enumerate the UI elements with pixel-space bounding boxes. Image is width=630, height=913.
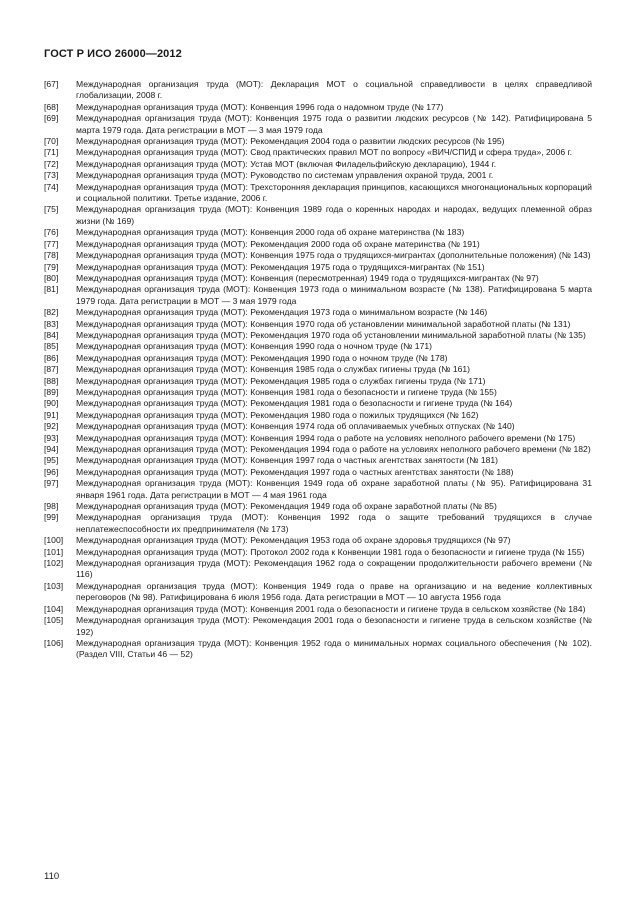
reference-number: [67] (44, 79, 59, 89)
reference-text: Международная организация труда (МОТ): Рекомендация 1970 года об установлении минимальной заработной платы (№ 135) (76, 329, 586, 340)
reference-number: [83] (44, 318, 59, 329)
reference-text: Международная организация труда (МОТ): Рекомендация 1953 года об охране здоровья трудящихся (№ 97) (76, 535, 511, 546)
reference-item (44, 307, 592, 318)
reference-number: [91] (44, 409, 59, 420)
reference-text: Международная организация труда (МОТ): Устав МОТ (включая Филадельфийскую декларацию), 1944 г. (76, 158, 497, 169)
reference-item (44, 341, 592, 352)
reference-item (44, 433, 592, 444)
reference-text: Международная организация труда (МОТ): Рекомендация 1949 года об охране заработной платы (№ 85) (76, 501, 497, 512)
reference-item (44, 638, 592, 661)
reference-number: [97] (44, 478, 59, 489)
reference-number: [90] (44, 398, 59, 409)
reference-text: Международная организация труда (МОТ): Конвенция 1952 года о минимальных нормах социального обеспечения (№ 102). (Раздел VIII, Статьи 46 — 52) (76, 637, 592, 660)
reference-text: Международная организация труда (МОТ): Рекомендация 1985 года о службах гигиены труда (№ 171) (76, 375, 486, 386)
reference-text: Международная организация труда (МОТ): Рекомендация 1980 года о пожилых трудящихся (№ 162) (76, 409, 479, 420)
reference-text: Международная организация труда (МОТ): Рекомендация 1997 года о частных агентствах занятости (№ 188) (76, 466, 514, 477)
page-header-title: ГОСТ Р ИСО 26000—2012 (44, 48, 182, 60)
reference-number: [88] (44, 375, 59, 386)
reference-number: [77] (44, 238, 59, 249)
reference-number: [96] (44, 466, 59, 477)
reference-item (44, 581, 592, 604)
reference-item (44, 512, 592, 535)
reference-text: Международная организация труда (МОТ): Рекомендация 1994 года о работе на условиях неполного рабочего времени (№ 182) (76, 444, 591, 454)
reference-number: [86] (44, 352, 59, 363)
reference-text: Международная организация труда (МОТ): Свод практических правил МОТ по вопросу «ВИЧ/СПИД и сфера труда», 2006 г. (76, 147, 572, 158)
reference-text: Международная организация труда (МОТ): Конвенция 1990 года о ночном труде (№ 171) (76, 341, 432, 352)
reference-number: [68] (44, 101, 59, 112)
reference-number: [92] (44, 421, 59, 432)
reference-text: Международная организация труда (МОТ): Конвенция 1981 года о безопасности и гигиене труда (№ 155) (76, 386, 497, 397)
reference-item (44, 547, 592, 558)
reference-item (44, 387, 592, 398)
reference-list (44, 79, 592, 661)
reference-item (44, 444, 592, 455)
reference-item (44, 159, 592, 170)
reference-item (44, 410, 592, 421)
reference-text: Международная организация труда (МОТ): Рекомендация 1975 года о трудящихся-мигрантах (№ 151) (76, 261, 485, 272)
reference-number: [69] (44, 113, 59, 124)
reference-text: Международная организация труда (МОТ): Декларация МОТ о социальной справедливости в целях справедливой глобализации, 2008 г. (76, 79, 592, 101)
reference-text: Международная организация труда (МОТ): Руководство по системам управления охраной труда, 2001 г. (76, 170, 494, 181)
reference-text: Международная организация труда (МОТ): Конвенция 1975 года о развитии людских ресурсов (№ 142). Ратифицирована 5 марта 1979 года. Дата регистрации в МОТ — 3 мая 1979 года (76, 113, 592, 135)
reference-number: [102] (44, 558, 64, 569)
reference-number: [99] (44, 512, 59, 523)
reference-item (44, 182, 592, 205)
reference-item (44, 136, 592, 147)
reference-text: Международная организация труда (МОТ): Рекомендация 2000 года об охране материнства (№ 191) (76, 238, 480, 249)
reference-number: [100] (44, 535, 64, 546)
reference-text: Международная организация труда (МОТ): Конвенция 1949 года об охране заработной платы (№ 95). Ратифицирована 31 января 1961 года. Дата регистрации в МОТ — 4 мая 1961 года (76, 478, 592, 500)
reference-item (44, 170, 592, 181)
reference-item (44, 478, 592, 501)
reference-item (44, 102, 592, 113)
reference-text: Международная организация труда (МОТ): Конвенция 1996 года о надомном труде (№ 177) (76, 101, 444, 112)
reference-number: [89] (44, 386, 59, 397)
reference-item (44, 284, 592, 307)
reference-item (44, 330, 592, 341)
reference-item (44, 501, 592, 512)
reference-text: Международная организация труда (МОТ): Конвенция 1974 года об оплачиваемых учебных отпусках (№ 140) (76, 421, 515, 432)
reference-text: Международная организация труда (МОТ): Рекомендация 2001 года о безопасности и гигиене труда в сельском хозяйстве (№ 192) (76, 615, 592, 637)
reference-item (44, 319, 592, 330)
reference-text: Международная организация труда (МОТ): Конвенция 1997 года о частных агентствах занятости (№ 181) (76, 455, 499, 466)
reference-item (44, 239, 592, 250)
reference-text: Международная организация труда (МОТ): Рекомендация 1962 года о сокращении продолжительности рабочего времени (№ 116) (76, 558, 592, 580)
reference-number: [75] (44, 204, 59, 215)
reference-number: [85] (44, 341, 59, 352)
reference-number: [94] (44, 444, 59, 454)
reference-text: Международная организация труда (МОТ): Конвенция 1975 года о трудящихся-мигрантах (дополнительные положения) (№ 143) (76, 250, 591, 261)
reference-text: Международная организация труда (МОТ): Протокол 2002 года к Конвенции 1981 года о безопасности и гигиене труда (№ 155) (76, 546, 585, 557)
reference-item (44, 421, 592, 432)
reference-number: [76] (44, 227, 59, 238)
reference-item (44, 558, 592, 581)
reference-text: Международная организация труда (МОТ): Конвенция 1949 года о праве на организацию и на ведение коллективных переговоров (№ 98). Ратифицирована 6 июля 1956 года. Дата регистрации в МОТ — 10 августа 1956 года (76, 580, 592, 603)
reference-number: [105] (44, 615, 64, 626)
reference-number: [106] (44, 637, 64, 648)
reference-text: Международная организация труда (МОТ): Конвенция 2000 года об охране материнства (№ 183) (76, 227, 465, 238)
reference-text: Международная организация труда (МОТ): Конвенция 1970 года об установлении минимальной заработной платы (№ 131) (76, 318, 571, 329)
page-number: 110 (44, 871, 60, 882)
reference-number: [104] (44, 603, 64, 614)
reference-number: [101] (44, 546, 64, 557)
reference-number: [74] (44, 181, 59, 192)
reference-item (44, 227, 592, 238)
reference-item (44, 250, 592, 261)
reference-text: Международная организация труда (МОТ): Рекомендация 1981 года о безопасности и гигиене труда (№ 164) (76, 398, 513, 409)
reference-item (44, 79, 592, 102)
reference-item (44, 353, 592, 364)
reference-number: [93] (44, 432, 59, 443)
reference-number: [80] (44, 272, 59, 283)
reference-item (44, 467, 592, 478)
reference-text: Международная организация труда (МОТ): Рекомендация 1990 года о ночном труде (№ 178) (76, 352, 448, 363)
reference-text: Международная организация труда (МОТ): Рекомендация 2004 года о развитии людских ресурсов (№ 195) (76, 136, 505, 147)
reference-text: Международная организация труда (МОТ): Конвенция 1992 года о защите требований трудящихся в случае неплатежеспособности их предпринимателя (№ 173) (76, 512, 592, 534)
reference-item (44, 113, 592, 136)
reference-item (44, 262, 592, 273)
reference-number: [71] (44, 147, 59, 158)
reference-item (44, 376, 592, 387)
reference-text: Международная организация труда (МОТ): Конвенция 1989 года о коренных народах и народах, ведущих племенной образ жизни (№ 169) (76, 204, 592, 226)
reference-item (44, 535, 592, 546)
reference-number: [78] (44, 250, 59, 261)
reference-item (44, 455, 592, 466)
reference-number: [103] (44, 580, 64, 591)
reference-number: [79] (44, 261, 59, 272)
reference-item (44, 615, 592, 638)
reference-item (44, 273, 592, 284)
reference-number: [87] (44, 364, 59, 375)
reference-number: [98] (44, 501, 59, 512)
reference-text: Международная организация труда (МОТ): Конвенция 1985 года о службах гигиены труда (№ 161) (76, 364, 471, 375)
reference-text: Международная организация труда (МОТ): Трехсторонняя декларация принципов, касающихся многонациональных корпораций и социальной политики. Третье издание, 2006 г. (76, 181, 592, 204)
reference-number: [70] (44, 136, 59, 147)
reference-item (44, 204, 592, 227)
reference-number: [95] (44, 455, 59, 466)
reference-text: Международная организация труда (МОТ): Конвенция 2001 года о безопасности и гигиене труда в сельском хозяйстве (№ 184) (76, 603, 586, 614)
reference-item (44, 147, 592, 158)
reference-text: Международная организация труда (МОТ): Конвенция 1994 года о работе на условиях неполного рабочего времени (№ 175) (76, 432, 576, 443)
reference-item (44, 364, 592, 375)
reference-text: Международная организация труда (МОТ): Рекомендация 1973 года о минимальном возрасте (№ 146) (76, 307, 488, 318)
reference-text: Международная организация труда (МОТ): Конвенция 1973 года о минимальном возрасте (№ 138). Ратифицирована 5 марта 1979 года. Дата регистрации в МОТ — 3 мая 1979 года (76, 284, 592, 306)
reference-text: Международная организация труда (МОТ): Конвенция (пересмотренная) 1949 года о трудящихся-мигрантах (№ 97) (76, 272, 539, 283)
reference-number: [73] (44, 170, 59, 181)
reference-number: [84] (44, 329, 59, 340)
reference-number: [81] (44, 284, 59, 295)
reference-number: [72] (44, 158, 59, 169)
reference-number: [82] (44, 307, 59, 318)
reference-item (44, 604, 592, 615)
reference-item (44, 398, 592, 409)
